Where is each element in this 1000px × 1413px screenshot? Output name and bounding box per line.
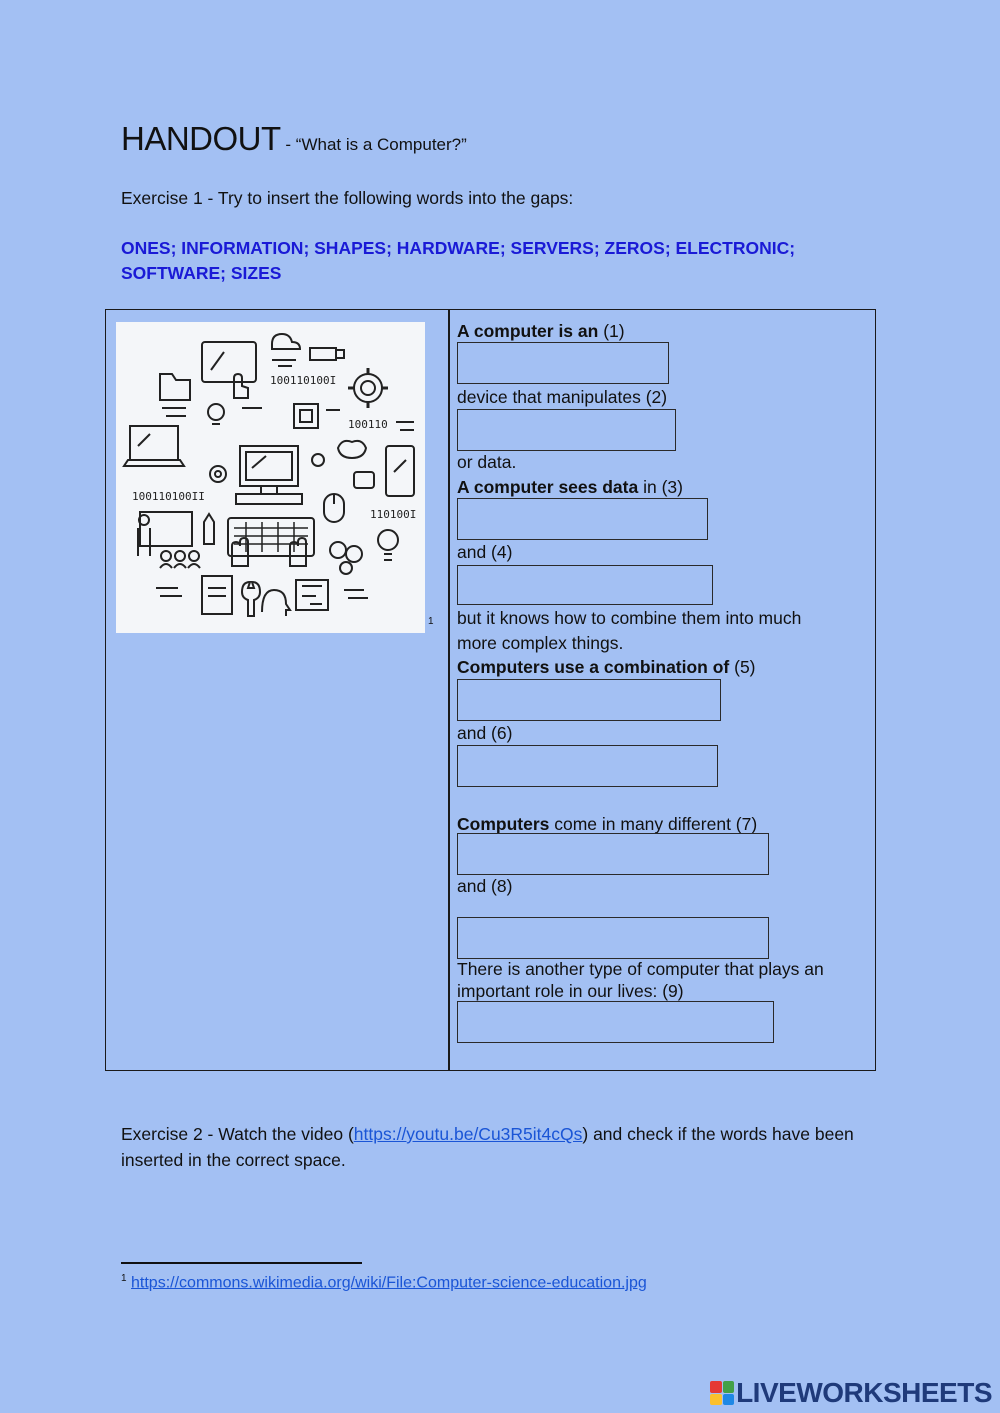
sentence-6b: more complex things.: [457, 633, 624, 653]
footnote-divider: [121, 1262, 362, 1264]
cloud-icon: [272, 334, 300, 349]
chip-icon: [294, 404, 318, 428]
video-link[interactable]: https://youtu.be/Cu3R5it4cQs: [353, 1124, 583, 1144]
gap-input-9[interactable]: [457, 1001, 774, 1043]
sentence-10: and (8): [457, 876, 513, 896]
sentence-4: [457, 476, 683, 498]
sentence-9-bold: Computers: [457, 814, 550, 834]
gap-input-7[interactable]: [457, 833, 769, 875]
binary-text-3: 100110100II: [132, 490, 205, 503]
laptop-icon: [130, 426, 178, 460]
gap-input-2[interactable]: [457, 409, 676, 451]
sentence-1: [457, 320, 625, 342]
word-bank-line-1: ONES; INFORMATION; SHAPES; HARDWARE; SERVERS; ZEROS; ELECTRONIC;: [121, 238, 796, 258]
sentence-11a: There is another type of computer that plays an: [457, 959, 824, 979]
gap-input-8[interactable]: [457, 917, 769, 959]
computer-science-illustration: [116, 322, 425, 633]
gap-input-4[interactable]: [457, 565, 713, 605]
tablet-icon: [202, 342, 256, 382]
sentence-7-bold: Computers use a combination of: [457, 657, 730, 677]
exercise2-text-after: ) and check if the words have been inserted in the correct space.: [121, 1124, 854, 1170]
chat-icon: [354, 472, 374, 488]
lightbulb-icon-2: [378, 530, 398, 550]
title-subtitle: - “What is a Computer?”: [280, 135, 467, 154]
brand-name: LIVEWORKSHEETS: [736, 1377, 992, 1408]
gap-input-1[interactable]: [457, 342, 669, 384]
gap-input-5[interactable]: [457, 679, 721, 721]
title-main: HANDOUT: [121, 120, 281, 157]
sentence-7: [457, 656, 756, 678]
sentence-1-num: (1): [598, 321, 625, 341]
exercise1-instruction: Exercise 1 - Try to insert the following words into the gaps:: [121, 188, 574, 208]
binary-text-1: 100110100I: [270, 374, 337, 387]
sentence-2: device that manipulates (2): [457, 387, 668, 407]
exercise2-text-before: Exercise 2 - Watch the video (: [121, 1124, 354, 1144]
footnote-marker: 1: [121, 1273, 127, 1284]
head-icon: [262, 590, 290, 616]
folder-icon: [160, 374, 190, 400]
page-title: [121, 120, 467, 158]
gear-icon: [354, 374, 382, 402]
sentence-7-num: (5): [729, 657, 756, 677]
wrench-icon: [242, 582, 260, 616]
binary-text-2: 100110: [348, 418, 388, 431]
figure-footnote-marker: 1: [428, 616, 434, 627]
footnote-link[interactable]: https://commons.wikimedia.org/wiki/File:Computer-science-education.jpg: [131, 1274, 647, 1292]
sentence-9-rest: come in many different (7): [549, 814, 758, 834]
sentence-11b: important role in our lives: (9): [457, 981, 684, 1001]
gap-input-3[interactable]: [457, 498, 708, 540]
sentence-1-bold: A computer is an: [457, 321, 599, 341]
phone-icon: [386, 446, 414, 496]
liveworksheets-logo: [710, 1377, 992, 1409]
word-bank-line-2: SOFTWARE; SIZES: [121, 263, 282, 283]
table-divider: [448, 309, 450, 1071]
sentence-6a: but it knows how to combine them into much: [457, 608, 802, 628]
usb-icon: [310, 348, 336, 360]
binary-text-4: 110100I: [370, 508, 417, 521]
brand-logo-icon: [710, 1381, 734, 1405]
exercise2-instruction: [121, 1121, 881, 1173]
sentence-4-rest: in (3): [638, 477, 683, 497]
sentence-8: and (6): [457, 723, 513, 743]
footnote: [121, 1273, 647, 1292]
word-bank: [121, 236, 861, 286]
sentence-9: [457, 813, 757, 835]
brain-icon: [338, 441, 366, 458]
lightbulb-icon: [208, 404, 224, 420]
sentence-4-bold: A computer sees data: [457, 477, 639, 497]
keyboard-icon: [228, 518, 314, 556]
sentence-5: and (4): [457, 542, 513, 562]
pencil-icon: [204, 514, 214, 544]
gap-input-6[interactable]: [457, 745, 718, 787]
sentence-3: or data.: [457, 452, 517, 472]
